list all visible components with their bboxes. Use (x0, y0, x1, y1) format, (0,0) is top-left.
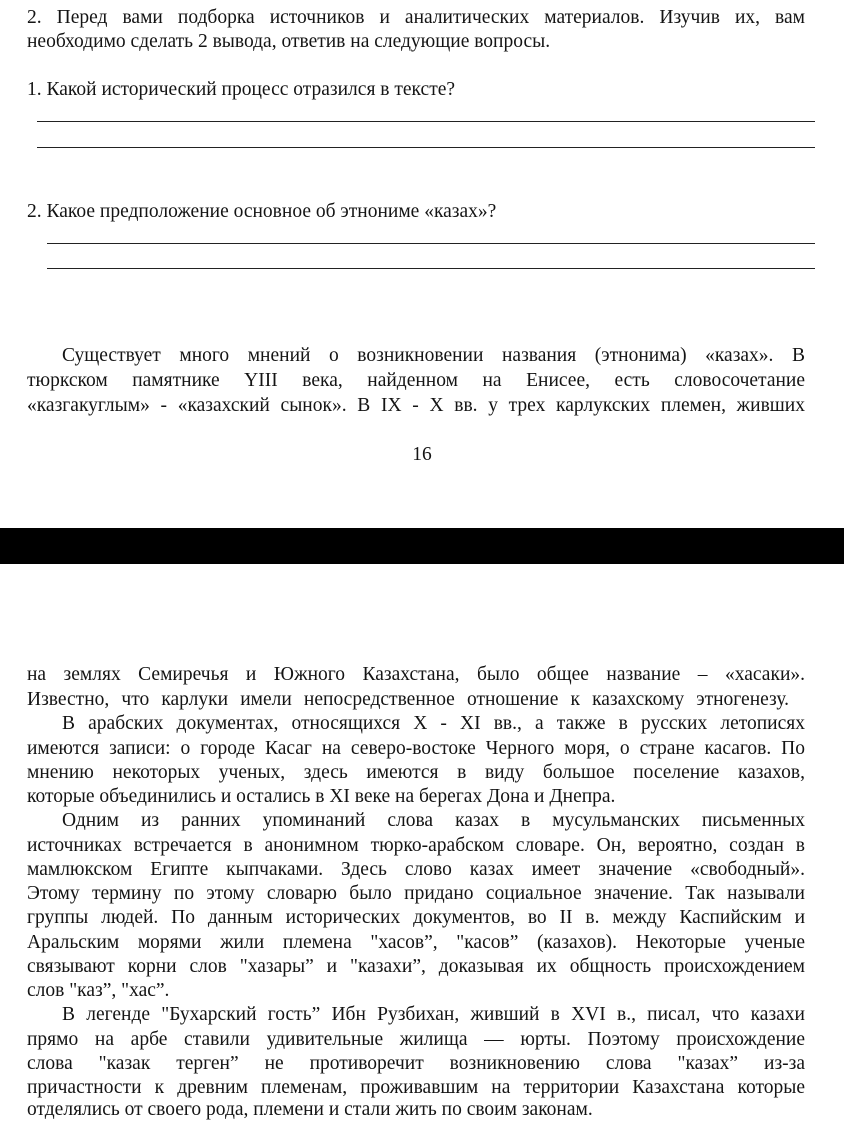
source-text-line: мамлюкском Египте кыпчаками. Здесь слово казах имеет значение «свободный». (27, 859, 805, 880)
source-text-line: Существует много мнений о возникновении названия (этнонима) «казах». В (62, 345, 805, 366)
source-text-line: тюркском памятнике YIII века, найденном на Енисее, есть словосочетание (27, 370, 805, 391)
source-text-line: В легенде "Бухарский гость” Ибн Рузбихан, живший в XVI в., писал, что казахи (62, 1004, 805, 1025)
source-text-line: мнению некоторых ученых, здесь имеются в виду большое поселение казахов, (27, 762, 805, 783)
task-intro-line-1: 2. Перед вами подборка источников и аналитических материалов. Изучив их, вам (27, 7, 805, 28)
question-2: 2. Какое предположение основное об этнониме «казах»? (27, 201, 497, 222)
source-text-line: которые объединились и остались в XI веке на берегах Дона и Днепра. (27, 786, 616, 807)
source-text-line: Известно, что карлуки имели непосредственное отношение к казахскому этногенезу. (27, 689, 789, 710)
page-break-band (0, 528, 844, 564)
source-text-line: связывают корни слов "хазары” и "казахи”, доказывая их общность происхождением (27, 956, 805, 977)
source-text-line: имеются записи: о городе Касаг на северо-востоке Черного моря, о стране касагов. По (27, 738, 805, 759)
source-text-line: Аральским морями жили племена "хасов”, "касов” (казахов). Некоторые ученые (27, 932, 805, 953)
source-text-line: слова "казак терген” не противоречит возникновению слова "казах” из-за (27, 1053, 805, 1074)
source-text-line: слов "каз”, "хас”. (27, 980, 170, 1001)
source-text-line: Этому термину по этому словарю было придано социальное значение. Так называли (27, 883, 805, 904)
source-text-line: Одним из ранних упоминаний слова казах в мусульманских письменных (62, 810, 805, 831)
answer-line-1b[interactable] (37, 147, 815, 148)
source-text-line: группы людей. По данным исторических документов, во II в. между Каспийским и (27, 907, 805, 928)
source-text-line: причастности к древним племенам, проживавшим на территории Казахстана которые (27, 1077, 805, 1098)
question-1: 1. Какой исторический процесс отразился в тексте? (27, 79, 456, 100)
answer-line-2a[interactable] (47, 243, 815, 244)
task-intro-line-2: необходимо сделать 2 вывода, ответив на следующие вопросы. (27, 31, 551, 52)
answer-line-1a[interactable] (37, 121, 815, 122)
source-text-line: отделялись от своего рода, племени и стали жить по своим законам. (27, 1099, 593, 1120)
page-number: 16 (412, 444, 432, 465)
answer-line-2b[interactable] (47, 268, 815, 269)
source-text-line: на землях Семиречья и Южного Казахстана, было общее название – «хасаки». (27, 664, 805, 685)
source-text-line: источниках встречается в анонимном тюрко-арабском словаре. Он, вероятно, создан в (27, 835, 805, 856)
source-text-line: В арабских документах, относящихся X - XI вв., а также в русских летописях (62, 713, 805, 734)
source-text-line: «казгакуглым» - «казахский сынок». В IX - X вв. у трех карлукских племен, живших (27, 395, 805, 416)
source-text-line: прямо на арбе ставили удивительные жилища — юрты. Поэтому происхождение (27, 1029, 805, 1050)
